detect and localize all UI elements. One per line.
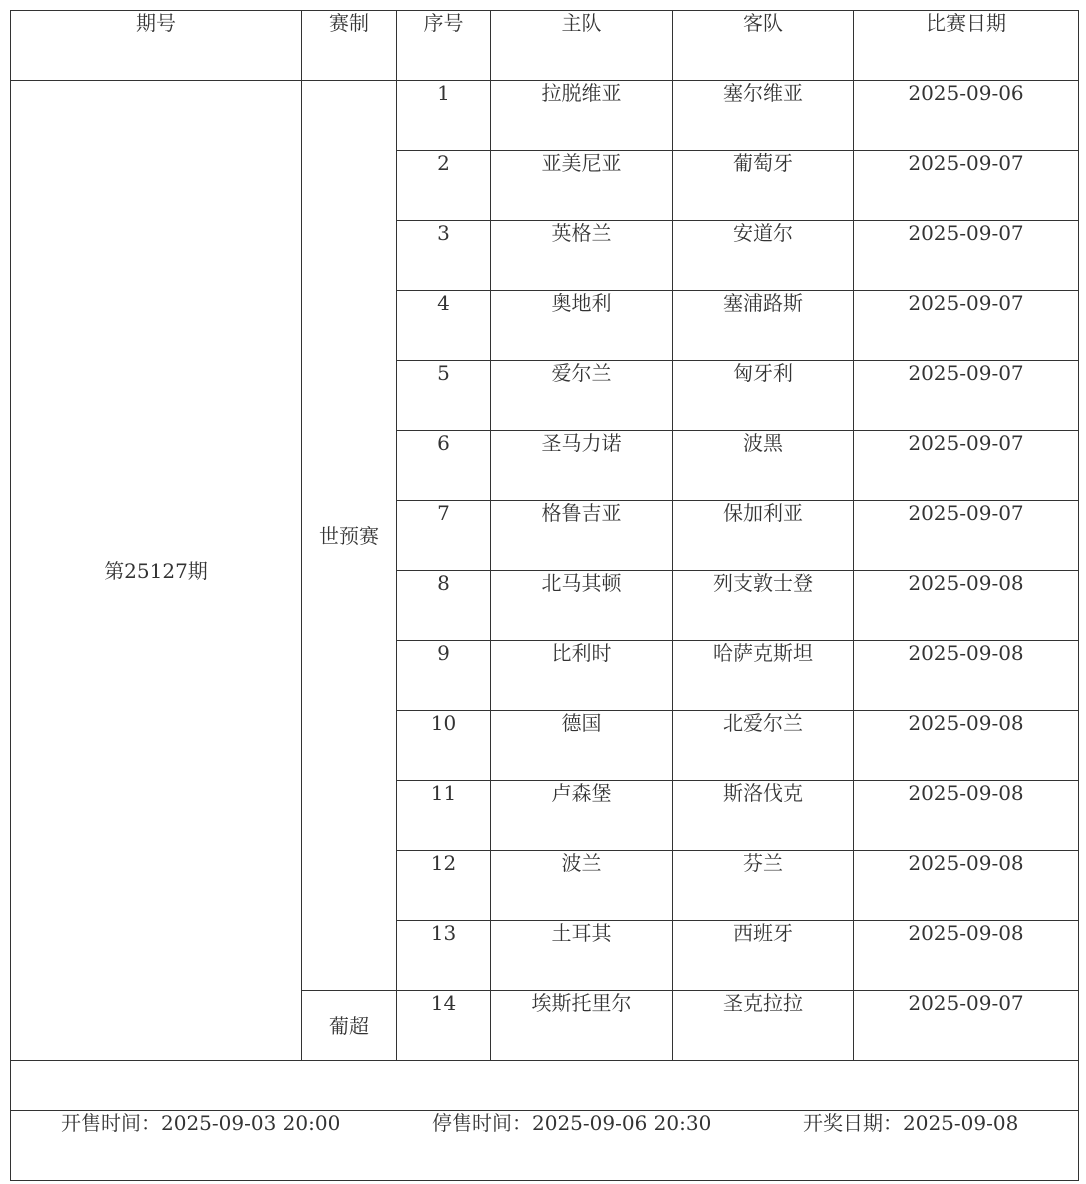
table-row bbox=[11, 81, 1079, 151]
header-issue: 期号 bbox=[11, 11, 302, 81]
cell-away: 保加利亚 bbox=[673, 501, 854, 571]
cell-away: 安道尔 bbox=[673, 221, 854, 291]
cell-away: 葡萄牙 bbox=[673, 151, 854, 221]
footer-cell bbox=[11, 1111, 1079, 1181]
cell-seq: 10 bbox=[397, 711, 491, 781]
cell-away: 列支敦士登 bbox=[673, 571, 854, 641]
cell-date: 2025-09-08 bbox=[854, 571, 1079, 641]
cell-home: 奥地利 bbox=[491, 291, 673, 361]
cell-home: 德国 bbox=[491, 711, 673, 781]
blank-row bbox=[11, 1061, 1079, 1111]
header-row bbox=[11, 11, 1079, 81]
cell-date: 2025-09-07 bbox=[854, 361, 1079, 431]
cell-date: 2025-09-08 bbox=[854, 711, 1079, 781]
cell-home: 拉脱维亚 bbox=[491, 81, 673, 151]
cell-home: 波兰 bbox=[491, 851, 673, 921]
cell-date: 2025-09-08 bbox=[854, 641, 1079, 711]
footer-row bbox=[11, 1111, 1079, 1181]
cell-date: 2025-09-07 bbox=[854, 151, 1079, 221]
cell-seq: 4 bbox=[397, 291, 491, 361]
blank-cell bbox=[11, 1061, 1079, 1111]
header-date: 比赛日期 bbox=[854, 11, 1079, 81]
cell-date: 2025-09-08 bbox=[854, 921, 1079, 991]
table-body bbox=[11, 81, 1079, 1061]
cell-away: 塞浦路斯 bbox=[673, 291, 854, 361]
cell-date: 2025-09-07 bbox=[854, 221, 1079, 291]
cell-away: 圣克拉拉 bbox=[673, 991, 854, 1061]
cell-seq: 7 bbox=[397, 501, 491, 571]
cell-seq: 12 bbox=[397, 851, 491, 921]
cell-seq: 2 bbox=[397, 151, 491, 221]
cell-home: 圣马力诺 bbox=[491, 431, 673, 501]
cell-seq: 13 bbox=[397, 921, 491, 991]
cell-seq: 1 bbox=[397, 81, 491, 151]
cell-away: 哈萨克斯坦 bbox=[673, 641, 854, 711]
cell-away: 波黑 bbox=[673, 431, 854, 501]
cell-seq: 6 bbox=[397, 431, 491, 501]
cell-seq: 9 bbox=[397, 641, 491, 711]
cell-seq: 11 bbox=[397, 781, 491, 851]
draw-date: 开奖日期：2025-09-08 bbox=[803, 1111, 1019, 1135]
header-away: 客队 bbox=[673, 11, 854, 81]
cell-away: 塞尔维亚 bbox=[673, 81, 854, 151]
cell-home: 格鲁吉亚 bbox=[491, 501, 673, 571]
cell-home: 土耳其 bbox=[491, 921, 673, 991]
cell-away: 斯洛伐克 bbox=[673, 781, 854, 851]
cell-seq: 8 bbox=[397, 571, 491, 641]
cell-home: 北马其顿 bbox=[491, 571, 673, 641]
cell-date: 2025-09-07 bbox=[854, 501, 1079, 571]
cell-date: 2025-09-07 bbox=[854, 431, 1079, 501]
header-home: 主队 bbox=[491, 11, 673, 81]
cell-seq: 5 bbox=[397, 361, 491, 431]
cell-home: 卢森堡 bbox=[491, 781, 673, 851]
cell-away: 匈牙利 bbox=[673, 361, 854, 431]
header-type: 赛制 bbox=[302, 11, 397, 81]
match-type-cell: 世预赛 bbox=[302, 81, 397, 991]
cell-away: 北爱尔兰 bbox=[673, 711, 854, 781]
match-type-cell: 葡超 bbox=[302, 991, 397, 1061]
cell-away: 西班牙 bbox=[673, 921, 854, 991]
cell-home: 爱尔兰 bbox=[491, 361, 673, 431]
cell-date: 2025-09-08 bbox=[854, 851, 1079, 921]
cell-home: 英格兰 bbox=[491, 221, 673, 291]
cell-date: 2025-09-06 bbox=[854, 81, 1079, 151]
cell-away: 芬兰 bbox=[673, 851, 854, 921]
issue-cell: 第25127期 bbox=[11, 81, 302, 1061]
cell-date: 2025-09-07 bbox=[854, 291, 1079, 361]
cell-seq: 3 bbox=[397, 221, 491, 291]
header-seq: 序号 bbox=[397, 11, 491, 81]
cell-date: 2025-09-08 bbox=[854, 781, 1079, 851]
cell-home: 亚美尼亚 bbox=[491, 151, 673, 221]
cell-seq: 14 bbox=[397, 991, 491, 1061]
sale-start-time: 开售时间：2025-09-03 20:00 bbox=[61, 1111, 341, 1135]
cell-home: 比利时 bbox=[491, 641, 673, 711]
sale-stop-time: 停售时间：2025-09-06 20:30 bbox=[432, 1111, 712, 1135]
cell-home: 埃斯托里尔 bbox=[491, 991, 673, 1061]
match-schedule-table bbox=[10, 10, 1079, 1181]
cell-date: 2025-09-07 bbox=[854, 991, 1079, 1061]
